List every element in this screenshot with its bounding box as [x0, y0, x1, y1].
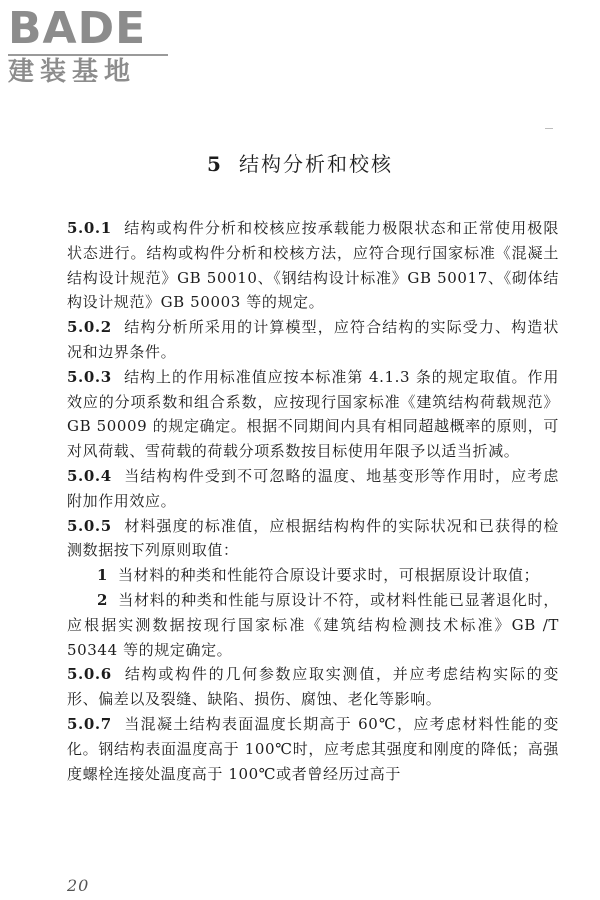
chapter-number: 5 [207, 152, 223, 176]
clause-number: 5.0.7 [67, 714, 112, 733]
bade-logo [8, 3, 178, 92]
corner-mark [545, 128, 553, 129]
clause-number: 5.0.1 [67, 219, 112, 237]
clause-text: 结构分析所采用的计算模型，应符合结构的实际受力、构造状况和边界条件。 [67, 318, 559, 361]
clause-5-0-2 [67, 315, 559, 365]
clause-text: 结构或构件分析和校核应按承载能力极限状态和正常使用极限状态进行。结构或构件分析和校核方法，应符合现行国家标准《混凝土结构设计规范》GB 50010、《钢结构设计标准》GB 50017、《砌体结构设计规范》GB 50003 等的规定。 [67, 219, 559, 312]
clause-5-0-7 [67, 712, 559, 786]
clause-5-0-3 [67, 365, 559, 464]
clause-5-0-6 [67, 662, 559, 712]
clause-5-0-1 [67, 216, 559, 315]
logo-wordmark: BADE [8, 3, 147, 54]
chapter-title [0, 150, 600, 178]
clause-number: 5.0.4 [67, 466, 112, 485]
item-number: 2 [97, 590, 109, 609]
clause-5-0-4 [67, 464, 559, 514]
document-body [67, 216, 559, 786]
clause-number: 5.0.3 [67, 367, 112, 386]
clause-text: 材料强度的标准值，应根据结构构件的实际状况和已获得的检测数据按下列原则取值： [67, 516, 559, 560]
page-number: 20 [67, 876, 90, 895]
item-text: 当材料的种类和性能符合原设计要求时，可根据原设计取值； [118, 566, 540, 585]
clause-text: 结构上的作用标准值应按本标准第 4.1.3 条的规定取值。作用效应的分项系数和组合系数，应按现行国家标准《建筑结构荷载规范》GB 50009 的规定确定。根据不同期间内具有相同超越概率的原则，可对风荷载、雪荷载的荷载分项系数按目标使用年限予以适当折减。 [67, 367, 559, 461]
list-item-1 [67, 563, 559, 588]
clause-text: 当结构构件受到不可忽略的温度、地基变形等作用时，应考虑附加作用效应。 [67, 466, 559, 510]
chapter-title-text: 结构分析和校核 [238, 152, 393, 176]
clause-text: 结构或构件的几何参数应取实测值，并应考虑结构实际的变形、偏差以及裂缝、缺陷、损伤、腐蚀、老化等影响。 [67, 665, 559, 709]
logo-subtitle: 建装基地 [8, 57, 137, 87]
clause-5-0-5 [67, 514, 559, 564]
clause-number: 5.0.2 [67, 318, 112, 337]
clause-text: 当混凝土结构表面温度长期高于 60℃，应考虑材料性能的变化。钢结构表面温度高于 100℃时，应考虑其强度和刚度的降低；高强度螺栓连接处温度高于 100℃或者曾经历过高于 [67, 714, 559, 783]
list-item-2 [67, 588, 559, 662]
item-text: 当材料的种类和性能与原设计不符，或材料性能已显著退化时，应根据实测数据按现行国家标准《建筑结构检测技术标准》GB /T 50344 等的规定确定。 [67, 590, 559, 659]
clause-number: 5.0.5 [67, 516, 112, 535]
item-number: 1 [97, 566, 109, 585]
clause-number: 5.0.6 [67, 665, 112, 684]
